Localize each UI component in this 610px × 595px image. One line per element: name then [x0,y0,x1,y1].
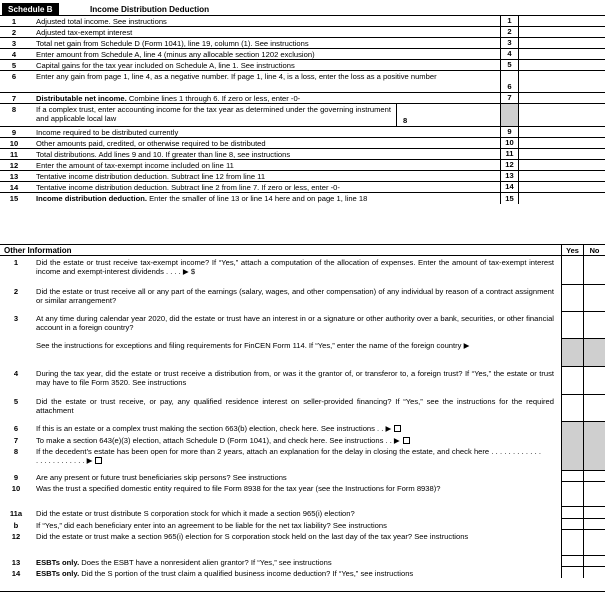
item-number: 9 [13,473,19,482]
other-information-header [0,244,605,256]
line-label-shaded [500,104,519,126]
line-text-rest: Combine lines 1 through 6. If zero or less, enter -0- [126,94,301,103]
line-text: Enter amount from Schedule A, line 4 (minus any allocable section 1202 exclusion) [36,50,315,59]
item-text: Did the estate or trust receive, or pay, any qualified residence interest on seller-provided financing? If “Yes,” see the instructions for the required attachment [36,397,554,416]
line-text-rest: Enter the smaller of line 13 or line 14 here and on page 1, line 18 [146,194,368,203]
no-cell-shaded [583,422,605,434]
no-column-header: No [583,245,605,257]
line-label: 1 [500,16,519,26]
line-number: 14 [9,183,19,192]
amount-field-line-6[interactable] [519,71,605,92]
line-number: 5 [11,61,17,70]
oi-item-9 [0,471,605,482]
yes-checkbox-11b[interactable] [561,519,583,530]
yes-cell-shaded [561,422,583,434]
yes-checkbox-2[interactable] [561,285,583,312]
oi-item-4 [0,367,605,395]
oi-item-10 [0,482,605,507]
amount-field-line-1[interactable] [519,16,605,26]
oi-item-13 [0,556,605,567]
item-number: 1 [13,258,19,267]
line-label: 13 [500,171,519,181]
amount-field-line-13[interactable] [519,171,605,181]
amount-field-line-2[interactable] [519,27,605,37]
other-information-title: Other Information [4,246,72,255]
oi-item-6 [0,422,605,434]
sb-line-13 [0,171,605,182]
no-checkbox-11b[interactable] [583,519,605,530]
item-number: 4 [13,369,19,378]
line-label: 7 [500,93,519,103]
amount-field-line-4[interactable] [519,49,605,59]
no-checkbox-3[interactable] [583,312,605,339]
yes-checkbox-10[interactable] [561,482,583,507]
sb-line-4 [0,49,605,60]
item-text: At any time during calendar year 2020, did the estate or trust have an interest in or a signature or other authority over a bank, securities, or other financial account in a foreign country? [36,314,554,333]
yes-checkbox-5[interactable] [561,395,583,422]
line-number: 7 [11,94,17,103]
checkbox-8[interactable] [95,457,102,464]
item-number: 12 [11,532,21,541]
line-number: 15 [9,194,19,203]
no-checkbox-12[interactable] [583,530,605,556]
line-text: Enter any gain from page 1, line 4, as a negative number. If page 1, line 4, is a loss, enter the loss as a positive number [36,72,437,81]
yes-checkbox-4[interactable] [561,367,583,395]
item-text-bold: ESBTs only. [36,558,80,567]
line-number: 4 [11,50,17,59]
no-checkbox-2[interactable] [583,285,605,312]
sb-line-11 [0,149,605,160]
line-text: Total distributions. Add lines 9 and 10. If greater than line 8, see instructions [36,150,291,159]
sb-line-7 [0,93,605,104]
oi-item-5 [0,395,605,422]
no-checkbox-9[interactable] [583,471,605,482]
no-cell-shaded [583,445,605,471]
line-number: 1 [11,17,17,26]
line-label: 10 [500,138,519,148]
sb-line-5 [0,60,605,71]
no-cell-shaded [583,434,605,445]
item-text: If “Yes,” did each beneficiary enter into an agreement to be liable for the net tax liability? See instructions [36,521,387,530]
sb-line-10 [0,138,605,149]
oi-item-11a [0,507,605,519]
line-text [36,194,496,203]
item-text: During the tax year, did the estate or trust receive a distribution from, or was it the grantor of, or transferor to, a foreign trust? If “Yes,” the estate or trust may have to file Form 3520. See instructions [36,369,554,388]
item-text: See the instructions for exceptions and filing requirements for FinCEN Form 114. If “Yes,” enter the name of the foreign country ▶ [36,341,470,350]
item-number: b [13,521,19,530]
line-text: If a complex trust, enter accounting income for the tax year as determined under the governing instrument and applicable local law [36,105,391,124]
line-text [36,94,496,103]
line-label: 2 [500,27,519,37]
amount-field-line-7[interactable] [519,93,605,103]
item-number: 7 [13,436,19,445]
amount-field-line-11[interactable] [519,149,605,159]
sb-line-12 [0,160,605,171]
amount-field-line-10[interactable] [519,138,605,148]
line-text: Adjusted tax-exempt interest [36,28,133,37]
line-number: 10 [9,139,19,148]
item-number: 3 [13,314,19,323]
yes-cell-shaded [561,434,583,445]
yes-checkbox-13[interactable] [561,556,583,567]
oi-item-12 [0,530,605,556]
oi-item-1 [0,256,605,285]
inner-line-label: 8 [403,115,408,125]
yes-checkbox-11a[interactable] [561,507,583,519]
item-text [36,569,554,578]
no-checkbox-1[interactable] [583,256,605,285]
line-label: 3 [500,38,519,48]
sb-line-14 [0,182,605,193]
line-number: 2 [11,28,17,37]
line-text-bold: Distributable net income. [36,94,127,103]
yes-checkbox-3[interactable] [561,312,583,339]
line-text: Enter the amount of tax-exempt income included on line 11 [36,161,234,170]
sb-line-8 [0,104,605,127]
sb-line-3 [0,38,605,49]
oi-item-2 [0,285,605,312]
line-label: 6 [500,71,519,92]
line-text: Income required to be distributed currently [36,128,179,137]
line-text: Total net gain from Schedule D (Form 1041), line 19, column (1). See instructions [36,39,309,48]
schedule-b-lines [0,16,605,204]
amount-field-line-5[interactable] [519,60,605,70]
amount-field-line-14[interactable] [519,182,605,192]
no-checkbox-5[interactable] [583,395,605,422]
item-text: Did the estate or trust receive tax-exempt income? If “Yes,” attach a computation of the allocation of expenses. Enter the amount of tax-exempt interest income and exempt-interest dividends . . . . ▶ $ [36,258,554,277]
no-checkbox-14[interactable] [583,567,605,578]
item-text: Did the estate or trust distribute S corporation stock for which it made a section 965(i) election? [36,509,355,518]
item-number: 2 [13,287,19,296]
line-text: Capital gains for the tax year included on Schedule A, line 1. See instructions [36,61,295,70]
item-number: 13 [11,558,21,567]
line-number: 12 [9,161,19,170]
amount-field-line-3[interactable] [519,38,605,48]
item-number: 14 [11,569,21,578]
line-number: 11 [9,150,19,159]
checkbox-7[interactable] [403,437,410,444]
line-text-bold: Income distribution deduction. [36,194,147,203]
item-text: Did the estate or trust make a section 965(i) election for S corporation stock held on the last day of the tax year? See instructions [36,532,469,541]
sb-line-1 [0,16,605,27]
other-information-list [0,256,605,578]
line-label: 11 [500,149,519,159]
line-label: 9 [500,127,519,137]
item-number: 5 [13,397,19,406]
oi-item-8 [0,445,605,471]
oi-item-14 [0,567,605,578]
inner-field-line-8[interactable] [396,104,500,126]
sb-line-15 [0,193,605,204]
checkbox-6[interactable] [394,425,401,432]
line-label: 12 [500,160,519,170]
line-number: 13 [9,172,19,181]
oi-item-3-foreign-country [0,339,605,367]
yes-checkbox-9[interactable] [561,471,583,482]
yes-checkbox-14[interactable] [561,567,583,578]
no-checkbox-11a[interactable] [583,507,605,519]
line-text: Tentative income distribution deduction. Subtract line 2 from line 7. If zero or less, enter -0- [36,183,340,192]
amount-field-blank [519,104,605,126]
item-number: 6 [13,424,19,433]
amount-field-line-9[interactable] [519,127,605,137]
yes-cell-shaded [561,445,583,471]
item-text [36,558,554,567]
item-text-bold: ESBTs only. [36,569,80,578]
item-text: Did the estate or trust receive all or any part of the earnings (salary, wages, and other compensation) of any individual by reason of a contract assignment or similar arrangement? [36,287,554,306]
item-text: Was the trust a specified domestic entity required to file Form 8938 for the tax year (see the Instructions for Form 8938)? [36,484,441,493]
line-label: 4 [500,49,519,59]
schedule-b-header [0,3,605,16]
schedule-b-title: Income Distribution Deduction [90,5,210,14]
line-number: 8 [11,105,17,114]
amount-field-line-12[interactable] [519,160,605,170]
yes-column-header: Yes [561,245,583,257]
item-text: If this is an estate or a complex trust making the section 663(b) election, check here. See instructions . . ▶ [36,424,541,433]
item-number: 11a [9,509,23,518]
yes-checkbox-12[interactable] [561,530,583,556]
item-number: 8 [13,447,19,456]
item-text: Are any present or future trust beneficiaries skip persons? See instructions [36,473,287,482]
line-text: Other amounts paid, credited, or otherwise required to be distributed [36,139,266,148]
schedule-b-badge: Schedule B [2,3,59,16]
line-number: 6 [11,72,17,81]
item-text-rest: Did the S portion of the trust claim a qualified business income deduction? If “Yes,” see instructions [79,569,414,578]
oi-item-3 [0,312,605,339]
no-checkbox-4[interactable] [583,367,605,395]
item-text: To make a section 643(e)(3) election, attach Schedule D (Form 1041), and check here. See instructions . . ▶ [36,436,541,445]
yes-checkbox-1[interactable] [561,256,583,285]
no-checkbox-10[interactable] [583,482,605,507]
line-text: Adjusted total income. See instructions [36,17,167,26]
oi-item-11b [0,519,605,530]
item-number: 10 [11,484,21,493]
sb-line-6 [0,71,605,93]
no-cell-shaded [583,339,605,367]
item-text: If the decedent’s estate has been open for more than 2 years, attach an explanation for the delay in closing the estate, and check here . . . . . . . . . . . . . . . . . . . . . . . . ▶ [36,447,541,466]
yes-cell-shaded [561,339,583,367]
line-number: 3 [11,39,17,48]
line-label: 15 [500,193,519,204]
amount-field-line-15[interactable] [519,193,605,204]
sb-line-9 [0,127,605,138]
bottom-rule [0,591,605,592]
line-label: 14 [500,182,519,192]
line-number: 9 [11,128,17,137]
item-text-rest: Does the ESBT have a nonresident alien grantor? If “Yes,” see instructions [79,558,332,567]
oi-item-7 [0,434,605,445]
line-text: Tentative income distribution deduction. Subtract line 12 from line 11 [36,172,266,181]
no-checkbox-13[interactable] [583,556,605,567]
sb-line-2 [0,27,605,38]
line-label: 5 [500,60,519,70]
